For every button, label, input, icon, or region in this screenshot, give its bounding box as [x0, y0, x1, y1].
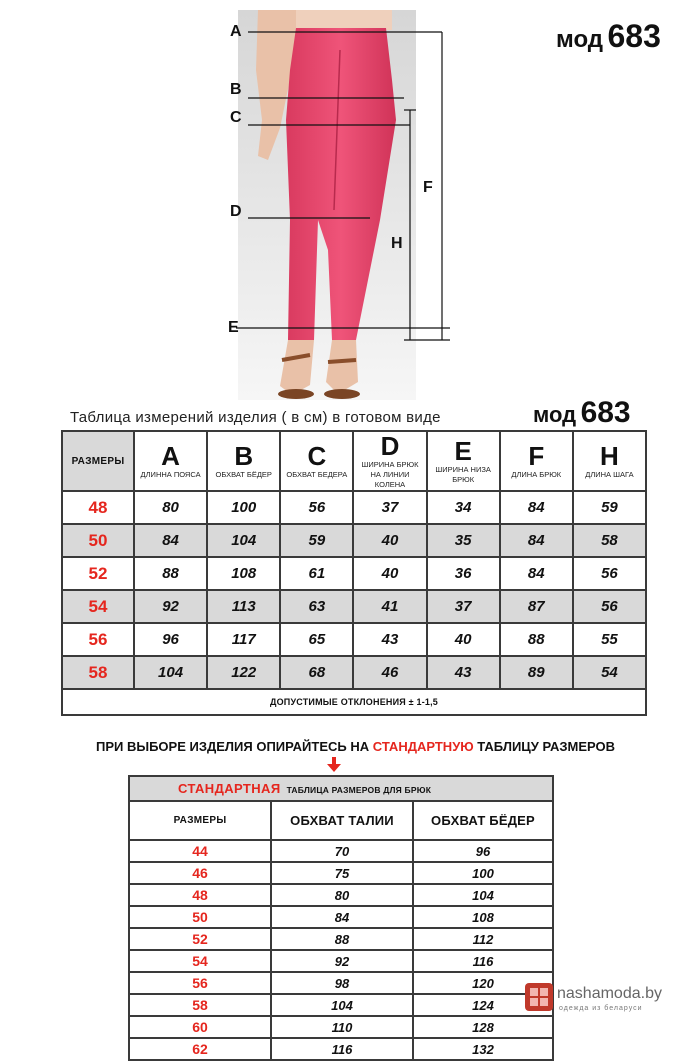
- watermark-site: nashamoda.by: [557, 985, 662, 1002]
- value-cell: 132: [413, 1038, 553, 1060]
- value-cell: 120: [413, 972, 553, 994]
- table-row: [62, 623, 646, 656]
- model-number: 683: [607, 18, 661, 54]
- value-cell: 43: [427, 656, 500, 689]
- value-cell: 56: [573, 590, 646, 623]
- table-row: [62, 557, 646, 590]
- value-cell: 55: [573, 623, 646, 656]
- sizes-header: РАЗМЕРЫ: [62, 431, 134, 491]
- value-cell: 65: [280, 623, 353, 656]
- value-cell: 80: [134, 491, 207, 524]
- value-cell: 104: [134, 656, 207, 689]
- arrow-down-icon: [325, 756, 343, 774]
- value-cell: 84: [134, 524, 207, 557]
- value-cell: 88: [134, 557, 207, 590]
- std-col-waist: ОБХВАТ ТАЛИИ: [271, 801, 413, 840]
- tolerance-row: [62, 689, 646, 715]
- value-cell: 41: [353, 590, 426, 623]
- value-cell: 104: [413, 884, 553, 906]
- measurement-header-row: [62, 431, 646, 491]
- col-c-header: C ОБХВАТ БЕДЕРА: [280, 431, 353, 491]
- value-cell: 80: [271, 884, 413, 906]
- table-row: [129, 1016, 553, 1038]
- value-cell: 108: [413, 906, 553, 928]
- value-cell: 128: [413, 1016, 553, 1038]
- watermark-tagline: одежда из беларуси: [559, 1005, 643, 1012]
- value-cell: 40: [427, 623, 500, 656]
- table-row: [129, 994, 553, 1016]
- table-row: [129, 840, 553, 862]
- value-cell: 100: [413, 862, 553, 884]
- size-cell: 48: [129, 884, 271, 906]
- size-cell: 50: [129, 906, 271, 928]
- col-f-header: F ДЛИНА БРЮК: [500, 431, 573, 491]
- value-cell: 56: [280, 491, 353, 524]
- table-row: [62, 590, 646, 623]
- model-prefix: мод: [533, 402, 577, 427]
- value-cell: 37: [353, 491, 426, 524]
- value-cell: 87: [500, 590, 573, 623]
- tolerance-note: ДОПУСТИМЫЕ ОТКЛОНЕНИЯ ± 1-1,5: [62, 689, 646, 715]
- size-cell: 62: [129, 1038, 271, 1060]
- size-cell: 46: [129, 862, 271, 884]
- value-cell: 61: [280, 557, 353, 590]
- label-d: D: [230, 203, 242, 220]
- value-cell: 92: [271, 950, 413, 972]
- pants-measurement-illustration: [210, 10, 470, 405]
- size-cell: 48: [62, 491, 134, 524]
- value-cell: 98: [271, 972, 413, 994]
- value-cell: 34: [427, 491, 500, 524]
- value-cell: 46: [353, 656, 426, 689]
- label-a: A: [230, 23, 242, 40]
- size-cell: 44: [129, 840, 271, 862]
- value-cell: 84: [500, 557, 573, 590]
- col-b-header: B ОБХВАТ БЁДЕР: [207, 431, 280, 491]
- col-a-header: A ДЛИННА ПОЯСА: [134, 431, 207, 491]
- value-cell: 56: [573, 557, 646, 590]
- table-row: [129, 862, 553, 884]
- value-cell: 58: [573, 524, 646, 557]
- standard-table-title: [129, 776, 553, 801]
- value-cell: 124: [413, 994, 553, 1016]
- size-cell: 58: [62, 656, 134, 689]
- value-cell: 89: [500, 656, 573, 689]
- standard-header-row: [129, 801, 553, 840]
- size-cell: 56: [62, 623, 134, 656]
- size-cell: 58: [129, 994, 271, 1016]
- value-cell: 37: [427, 590, 500, 623]
- value-cell: 68: [280, 656, 353, 689]
- value-cell: 116: [271, 1038, 413, 1060]
- value-cell: 63: [280, 590, 353, 623]
- value-cell: 54: [573, 656, 646, 689]
- measurement-table-caption: Таблица измерений изделия ( в см) в готовом виде: [70, 409, 441, 426]
- value-cell: 110: [271, 1016, 413, 1038]
- label-h: H: [391, 235, 403, 252]
- size-cell: 54: [62, 590, 134, 623]
- model-number-top: [556, 18, 661, 55]
- label-b: B: [230, 81, 242, 98]
- value-cell: 112: [413, 928, 553, 950]
- advice-text-before: ПРИ ВЫБОРЕ ИЗДЕЛИЯ ОПИРАЙТЕСЬ НА: [96, 739, 373, 754]
- value-cell: 122: [207, 656, 280, 689]
- value-cell: 96: [134, 623, 207, 656]
- value-cell: 116: [413, 950, 553, 972]
- standard-size-table: [128, 775, 554, 1061]
- table-row: [129, 972, 553, 994]
- value-cell: 36: [427, 557, 500, 590]
- value-cell: 84: [271, 906, 413, 928]
- value-cell: 70: [271, 840, 413, 862]
- measurement-table: [61, 430, 647, 716]
- size-cell: 54: [129, 950, 271, 972]
- value-cell: 117: [207, 623, 280, 656]
- table-row: [62, 524, 646, 557]
- nashamoda-logo-icon: [525, 983, 553, 1011]
- size-cell: 52: [129, 928, 271, 950]
- value-cell: 92: [134, 590, 207, 623]
- value-cell: 75: [271, 862, 413, 884]
- value-cell: 104: [271, 994, 413, 1016]
- size-cell: 60: [129, 1016, 271, 1038]
- col-h-header: H ДЛИНА ШАГА: [573, 431, 646, 491]
- value-cell: 100: [207, 491, 280, 524]
- model-number: 683: [580, 396, 631, 429]
- advice-highlight: СТАНДАРТНУЮ: [372, 739, 474, 754]
- value-cell: 43: [353, 623, 426, 656]
- label-f: F: [423, 179, 433, 196]
- table-row: [62, 491, 646, 524]
- std-col-hips: ОБХВАТ БЁДЕР: [413, 801, 553, 840]
- table-row: [129, 1038, 553, 1060]
- value-cell: 84: [500, 524, 573, 557]
- table-row: [62, 656, 646, 689]
- value-cell: 84: [500, 491, 573, 524]
- value-cell: 88: [500, 623, 573, 656]
- value-cell: 113: [207, 590, 280, 623]
- size-cell: 52: [62, 557, 134, 590]
- value-cell: 59: [573, 491, 646, 524]
- std-col-sizes: РАЗМЕРЫ: [129, 801, 271, 840]
- value-cell: 40: [353, 524, 426, 557]
- standard-table-title-row: [129, 776, 553, 801]
- value-cell: 40: [353, 557, 426, 590]
- label-c: C: [230, 109, 242, 126]
- label-e: E: [228, 319, 239, 336]
- table-row: [129, 950, 553, 972]
- standard-title-rest: ТАБЛИЦА РАЗМЕРОВ ДЛЯ БРЮК: [286, 784, 432, 795]
- value-cell: 104: [207, 524, 280, 557]
- site-watermark: [525, 983, 695, 1023]
- size-cell: 56: [129, 972, 271, 994]
- value-cell: 88: [271, 928, 413, 950]
- col-e-header: E ШИРИНА НИЗА БРЮК: [427, 431, 500, 491]
- value-cell: 96: [413, 840, 553, 862]
- standard-title-red: СТАНДАРТНАЯ: [178, 780, 281, 796]
- table-row: [129, 928, 553, 950]
- value-cell: 108: [207, 557, 280, 590]
- table-row: [129, 906, 553, 928]
- model-number-table: [533, 396, 631, 430]
- table-row: [129, 884, 553, 906]
- model-prefix: мод: [556, 26, 604, 53]
- col-d-header: D ШИРИНА БРЮК НА ЛИНИИ КОЛЕНА: [353, 431, 426, 491]
- value-cell: 35: [427, 524, 500, 557]
- value-cell: 59: [280, 524, 353, 557]
- size-cell: 50: [62, 524, 134, 557]
- size-selection-advice: [96, 739, 615, 754]
- advice-text-after: ТАБЛИЦУ РАЗМЕРОВ: [473, 739, 616, 754]
